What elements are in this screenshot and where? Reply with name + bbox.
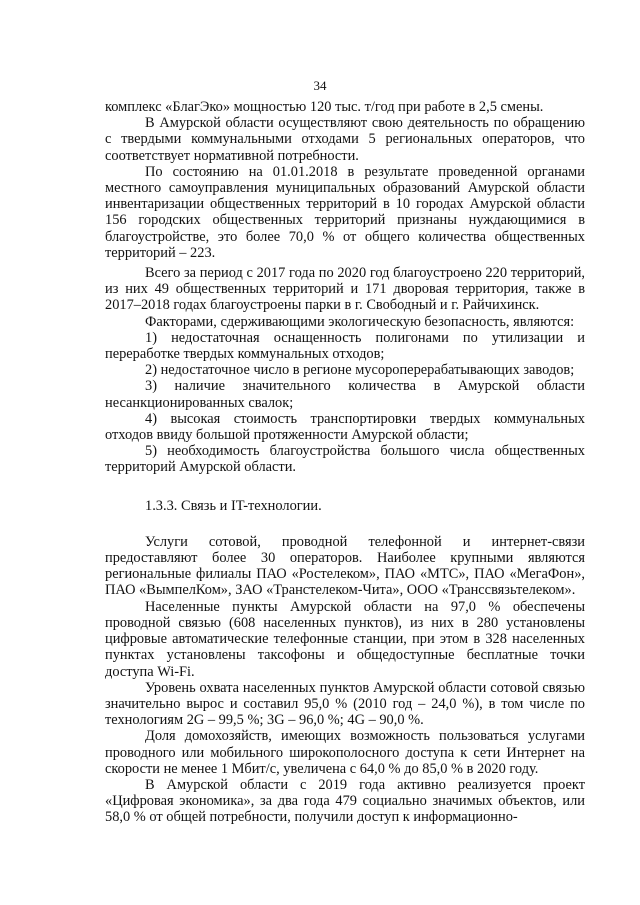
paragraph: По состоянию на 01.01.2018 в результате проведенной органами местного самоуправления муниципальных образований Амурской области инвентаризации общественных территорий в 10 городах Амурской области 156 городских общественных территорий признаны нуждающимися в благоустройстве, это более 70,0 % от общего количества общественных территорий – 223. [105, 163, 585, 261]
paragraph: Уровень охвата населенных пунктов Амурской области сотовой связью значительно вырос и составил 95,0 % (2010 год – 24,0 %), в том числе по технологиям 2G – 99,5 %; 3G – 96,0 %; 4G – 90,0 %. [105, 679, 585, 729]
paragraph: комплекс «БлагЭко» мощностью 120 тыс. т/год при работе в 2,5 смены. [105, 99, 544, 115]
paragraph: Населенные пункты Амурской области на 97,0 % обеспечены проводной связью (608 населенных пунктов), из них в 280 установлены цифровые автоматические телефонные станции, при этом в 328 населенных пунктах установлены таксофоны и общедоступные бесплатные точки доступа Wi-Fi. [105, 598, 585, 680]
section-heading: 1.3.3. Связь и IT-технологии. [145, 497, 322, 514]
paragraph: В Амурской области осуществляют свою деятельность по обращению с твердыми коммунальными отходами 5 региональных операторов, что соответствует нормативной потребности. [105, 115, 585, 164]
paragraph: Доля домохозяйств, имеющих возможность пользоваться услугами проводного или мобильного широкополосного доступа к сети Интернет на скорости не менее 1 Мбит/с, увеличена с 64,0 % до 85,0 % в 2020 году. [105, 728, 585, 777]
paragraph: Всего за период с 2017 года по 2020 год благоустроено 220 территорий, из них 49 общественных территорий и 171 дворовая территория, также в 2017–2018 годах благоустроены парки в г. Свободный и г. Райчихинск. [105, 265, 585, 314]
paragraph: В Амурской области с 2019 года активно реализуется проект «Цифровая экономика», за два года 479 социально значимых объектов, или 58,0 % от общей потребности, получили доступ к информационно- [105, 776, 585, 826]
list-item: 3) наличие значительного количества в Амурской области несанкционированных свалок; [105, 378, 585, 411]
list-item: 4) высокая стоимость транспортировки твердых коммунальных отходов ввиду большой протяженности Амурской области; [105, 410, 585, 444]
paragraph: Услуги сотовой, проводной телефонной и интернет-связи предоставляют более 30 операторов. Наиболее крупными являются региональные филиалы ПАО «Ростелеком», ПАО «МТС», ПАО «МегаФон», ПАО «ВымпелКом», ЗАО «Транстелеком-Чита», ООО «Транссвязьтелеком». [105, 533, 585, 599]
page-number: 34 [313, 78, 327, 93]
paragraph: Факторами, сдерживающими экологическую безопасность, являются: [145, 313, 575, 330]
document-body [105, 99, 585, 826]
list-item: 1) недостаточная оснащенность полигонами по утилизации и переработке твердых коммунальных отходов; [105, 329, 585, 363]
list-item: 5) необходимость благоустройства большого числа общественных территорий Амурской области. [105, 443, 585, 476]
list-item: 2) недостаточное число в регионе мусороперерабатывающих заводов; [145, 362, 575, 379]
